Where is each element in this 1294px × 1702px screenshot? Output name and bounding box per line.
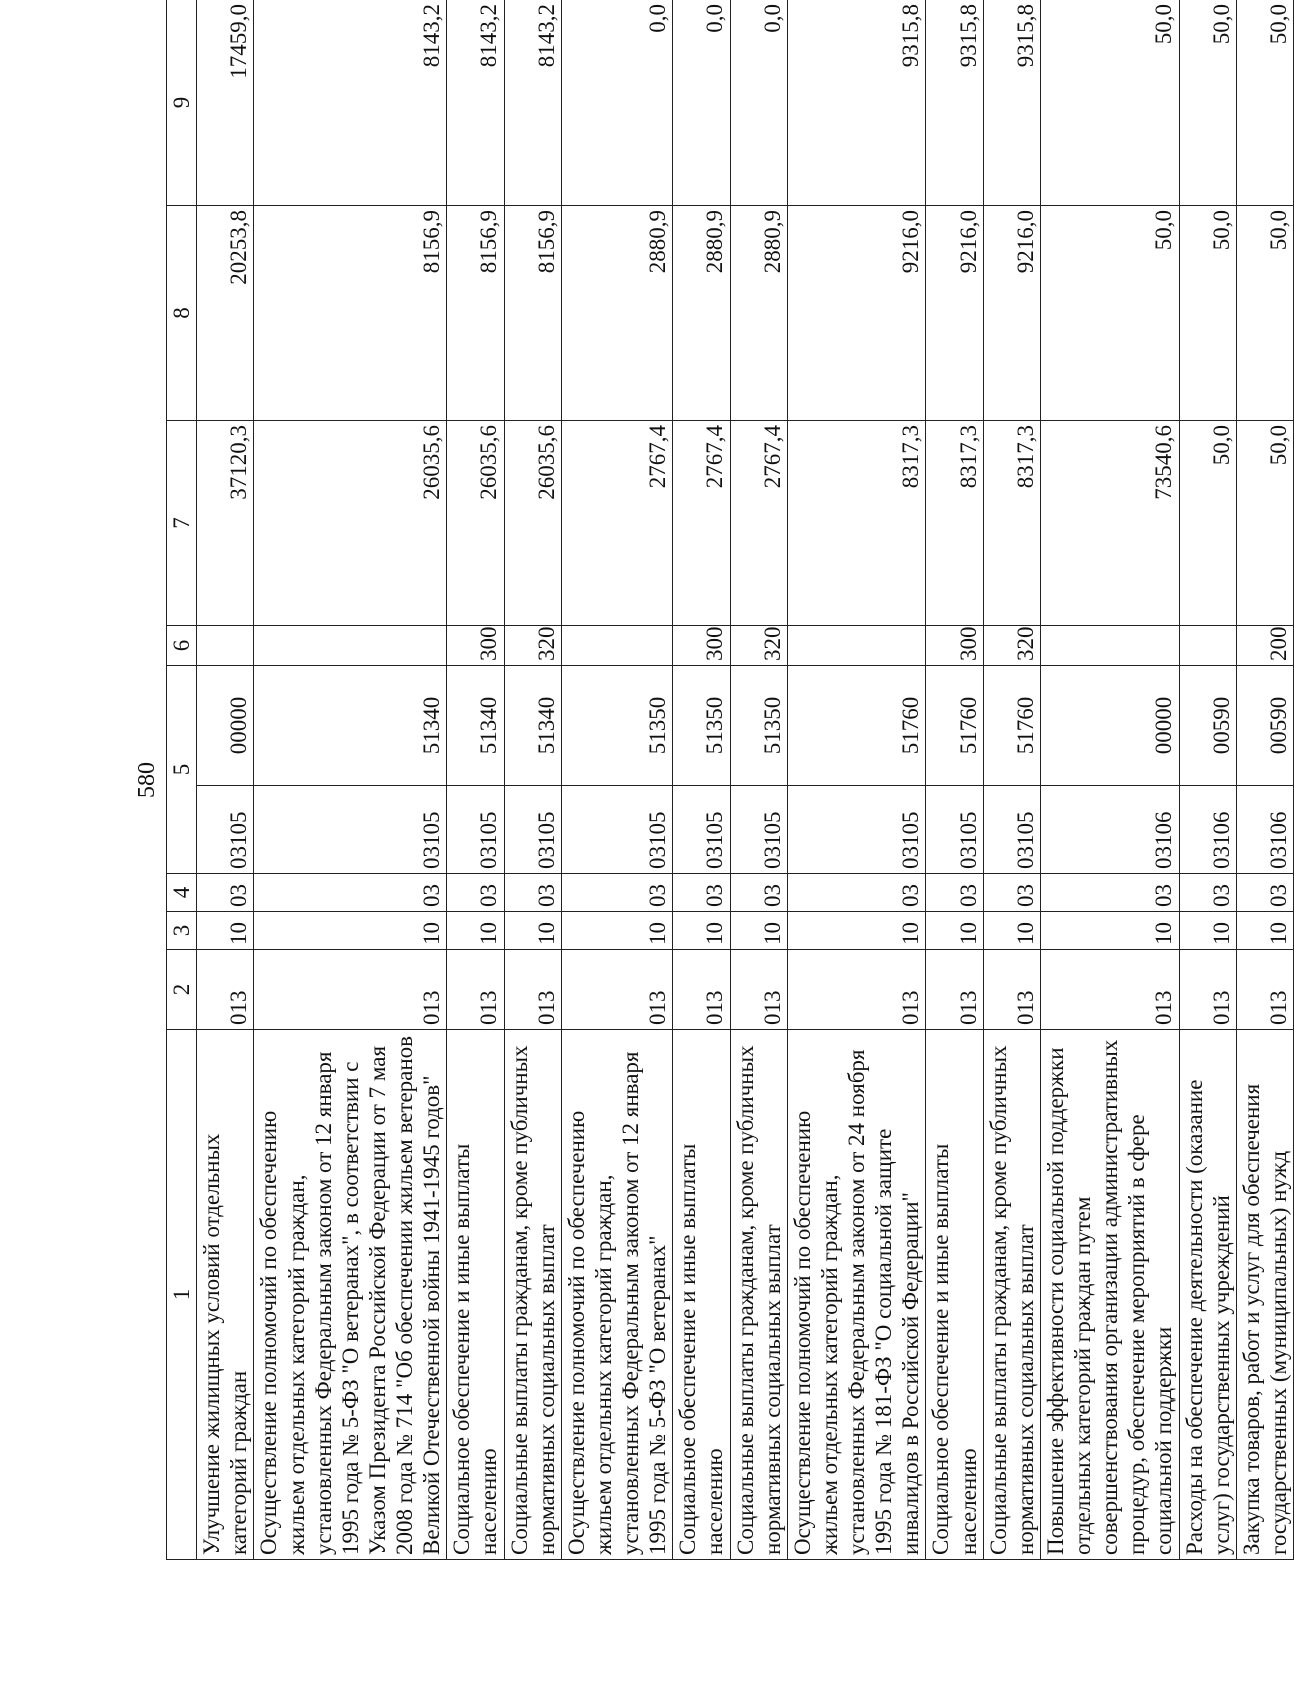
row-col-7: 26035,6 [254, 421, 447, 626]
row-col-3: 10 [983, 912, 1040, 950]
row-col-8: 8156,9 [447, 206, 504, 421]
row-col-9: 0,0 [730, 0, 787, 206]
row-col-5-direction: 51350 [730, 666, 787, 786]
row-description: Закупка товаров, работ и услуг для обеспечения государственных (муниципальных) нужд [1236, 1030, 1293, 1560]
header-col-6: 6 [167, 626, 197, 666]
row-col-6: 300 [673, 626, 730, 666]
row-col-4: 03 [447, 874, 504, 912]
row-col-4: 03 [787, 874, 926, 912]
row-col-8: 8156,9 [504, 206, 561, 421]
row-col-7: 26035,6 [504, 421, 561, 626]
row-col-9: 9315,8 [983, 0, 1040, 206]
row-col-5-program: 03105 [197, 786, 254, 874]
row-description: Осуществление полномочий по обеспечению жильем отдельных категорий граждан, установленных Федеральным законом от 24 ноября 1995 года № 181-ФЗ "О социальной защите инвалидов в Российской Федерации" [787, 1030, 926, 1560]
row-col-8: 20253,8 [197, 206, 254, 421]
row-col-7: 2767,4 [561, 421, 673, 626]
row-col-9: 9315,8 [926, 0, 983, 206]
row-col-3: 10 [730, 912, 787, 950]
row-col-5-direction: 51760 [983, 666, 1040, 786]
table-row [1179, 0, 1236, 1560]
row-col-5-direction: 51760 [926, 666, 983, 786]
row-col-3: 10 [787, 912, 926, 950]
row-col-2: 013 [787, 950, 926, 1030]
row-col-6 [561, 626, 673, 666]
header-col-4: 4 [167, 874, 197, 912]
row-description: Социальные выплаты гражданам, кроме публичных нормативных социальных выплат [504, 1030, 561, 1560]
table-row [197, 0, 254, 1560]
row-col-5-program: 03106 [1236, 786, 1293, 874]
row-col-3: 10 [1179, 912, 1236, 950]
row-col-6 [1179, 626, 1236, 666]
row-col-6: 300 [926, 626, 983, 666]
table-row [983, 0, 1040, 1560]
row-col-8: 2880,9 [673, 206, 730, 421]
row-col-4: 03 [561, 874, 673, 912]
row-col-9: 50,0 [1040, 0, 1179, 206]
row-col-5-program: 03105 [254, 786, 447, 874]
row-col-2: 013 [1236, 950, 1293, 1030]
row-col-4: 03 [730, 874, 787, 912]
row-col-5-direction: 00000 [1040, 666, 1179, 786]
row-col-2: 013 [730, 950, 787, 1030]
row-col-3: 10 [1040, 912, 1179, 950]
row-col-4: 03 [926, 874, 983, 912]
row-description: Повышение эффективности социальной поддержки отдельных категорий граждан путем совершенствования организации административных процедур, обеспечение мероприятий в сфере социальной поддержки [1040, 1030, 1179, 1560]
row-col-6 [1040, 626, 1179, 666]
row-col-6: 320 [504, 626, 561, 666]
row-col-5-direction: 51340 [447, 666, 504, 786]
row-col-2: 013 [447, 950, 504, 1030]
table-row [730, 0, 787, 1560]
row-col-5-program: 03106 [1040, 786, 1179, 874]
row-col-4: 03 [1179, 874, 1236, 912]
header-col-1: 1 [167, 1030, 197, 1560]
row-col-9: 8143,2 [447, 0, 504, 206]
rotated-page [130, 0, 1291, 1560]
row-col-5-program: 03105 [983, 786, 1040, 874]
row-col-5-program: 03105 [561, 786, 673, 874]
row-col-6: 320 [730, 626, 787, 666]
row-col-7: 26035,6 [447, 421, 504, 626]
row-col-3: 10 [561, 912, 673, 950]
row-col-5-program: 03105 [504, 786, 561, 874]
table-row [673, 0, 730, 1560]
row-col-7: 50,0 [1236, 421, 1293, 626]
row-col-7: 8317,3 [787, 421, 926, 626]
header-col-3: 3 [167, 912, 197, 950]
table-row [1040, 0, 1179, 1560]
row-col-2: 013 [1040, 950, 1179, 1030]
row-col-5-direction: 51340 [254, 666, 447, 786]
row-col-6: 200 [1236, 626, 1293, 666]
row-col-7: 8317,3 [926, 421, 983, 626]
row-description: Социальные выплаты гражданам, кроме публичных нормативных социальных выплат [730, 1030, 787, 1560]
row-description: Расходы на обеспечение деятельности (оказание услуг) государственных учреждений [1179, 1030, 1236, 1560]
table-row [787, 0, 926, 1560]
table-row [447, 0, 504, 1560]
row-description: Осуществление полномочий по обеспечению жильем отдельных категорий граждан, установленных Федеральным законом от 12 января 1995 года № 5-ФЗ "О ветеранах", в соответствии с Указом Президента Российской Федерации от 7 мая 2008 года № 714 "Об обеспечении жильем ветеранов Великой Отечественной войны 1941-1945 годов" [254, 1030, 447, 1560]
row-col-5-direction: 00000 [197, 666, 254, 786]
row-col-4: 03 [983, 874, 1040, 912]
row-col-5-program: 03105 [926, 786, 983, 874]
header-col-9: 9 [167, 0, 197, 206]
table-row [504, 0, 561, 1560]
table-header-row [167, 0, 197, 1560]
row-col-3: 10 [926, 912, 983, 950]
row-col-4: 03 [504, 874, 561, 912]
row-col-5-program: 03106 [1179, 786, 1236, 874]
row-col-9: 9315,8 [787, 0, 926, 206]
row-col-3: 10 [447, 912, 504, 950]
row-description: Улучшение жилищных условий отдельных категорий граждан [197, 1030, 254, 1560]
row-col-4: 03 [673, 874, 730, 912]
row-description: Социальное обеспечение и иные выплаты населению [926, 1030, 983, 1560]
row-col-8: 50,0 [1040, 206, 1179, 421]
row-col-3: 10 [1236, 912, 1293, 950]
row-col-9: 8143,2 [254, 0, 447, 206]
row-description: Социальное обеспечение и иные выплаты населению [673, 1030, 730, 1560]
row-col-6 [787, 626, 926, 666]
row-col-6: 300 [447, 626, 504, 666]
row-col-2: 013 [983, 950, 1040, 1030]
row-col-9: 0,0 [673, 0, 730, 206]
row-col-5-program: 03105 [787, 786, 926, 874]
row-col-6 [197, 626, 254, 666]
row-col-8: 50,0 [1236, 206, 1293, 421]
row-col-8: 9216,0 [787, 206, 926, 421]
table-row [254, 0, 447, 1560]
row-col-9: 8143,2 [504, 0, 561, 206]
header-col-8: 8 [167, 206, 197, 421]
budget-table [166, 0, 1294, 1560]
row-col-5-direction: 51350 [673, 666, 730, 786]
row-col-9: 50,0 [1179, 0, 1236, 206]
row-col-2: 013 [197, 950, 254, 1030]
row-col-8: 2880,9 [730, 206, 787, 421]
row-col-7: 8317,3 [983, 421, 1040, 626]
row-col-3: 10 [197, 912, 254, 950]
table-row [561, 0, 673, 1560]
row-col-4: 03 [197, 874, 254, 912]
row-col-5-direction: 51350 [561, 666, 673, 786]
row-col-4: 03 [1236, 874, 1293, 912]
row-col-2: 013 [926, 950, 983, 1030]
page-number: 580 [134, 762, 160, 798]
row-col-5-direction: 00590 [1179, 666, 1236, 786]
row-description: Осуществление полномочий по обеспечению жильем отдельных категорий граждан, установленных Федеральным законом от 12 января 1995 года № 5-ФЗ "О ветеранах" [561, 1030, 673, 1560]
row-col-8: 9216,0 [926, 206, 983, 421]
row-description: Социальное обеспечение и иные выплаты населению [447, 1030, 504, 1560]
row-col-3: 10 [673, 912, 730, 950]
row-col-9: 0,0 [561, 0, 673, 206]
row-col-5-program: 03105 [673, 786, 730, 874]
row-col-5-program: 03105 [730, 786, 787, 874]
row-description: Социальные выплаты гражданам, кроме публичных нормативных социальных выплат [983, 1030, 1040, 1560]
row-col-8: 50,0 [1179, 206, 1236, 421]
header-col-2: 2 [167, 950, 197, 1030]
row-col-5-direction: 51760 [787, 666, 926, 786]
row-col-2: 013 [254, 950, 447, 1030]
header-col-7: 7 [167, 421, 197, 626]
row-col-6 [254, 626, 447, 666]
row-col-7: 37120,3 [197, 421, 254, 626]
row-col-2: 013 [1179, 950, 1236, 1030]
row-col-7: 73540,6 [1040, 421, 1179, 626]
row-col-4: 03 [1040, 874, 1179, 912]
row-col-2: 013 [504, 950, 561, 1030]
row-col-5-direction: 00590 [1236, 666, 1293, 786]
table-row [1236, 0, 1293, 1560]
row-col-4: 03 [254, 874, 447, 912]
row-col-3: 10 [504, 912, 561, 950]
row-col-7: 50,0 [1179, 421, 1236, 626]
row-col-5-program: 03105 [447, 786, 504, 874]
row-col-2: 013 [561, 950, 673, 1030]
row-col-2: 013 [673, 950, 730, 1030]
row-col-7: 2767,4 [730, 421, 787, 626]
row-col-3: 10 [254, 912, 447, 950]
row-col-5-direction: 51340 [504, 666, 561, 786]
row-col-7: 2767,4 [673, 421, 730, 626]
row-col-9: 17459,0 [197, 0, 254, 206]
header-col-5: 5 [167, 666, 197, 874]
row-col-6: 320 [983, 626, 1040, 666]
row-col-8: 8156,9 [254, 206, 447, 421]
table-row [926, 0, 983, 1560]
row-col-8: 2880,9 [561, 206, 673, 421]
row-col-9: 50,0 [1236, 0, 1293, 206]
row-col-8: 9216,0 [983, 206, 1040, 421]
